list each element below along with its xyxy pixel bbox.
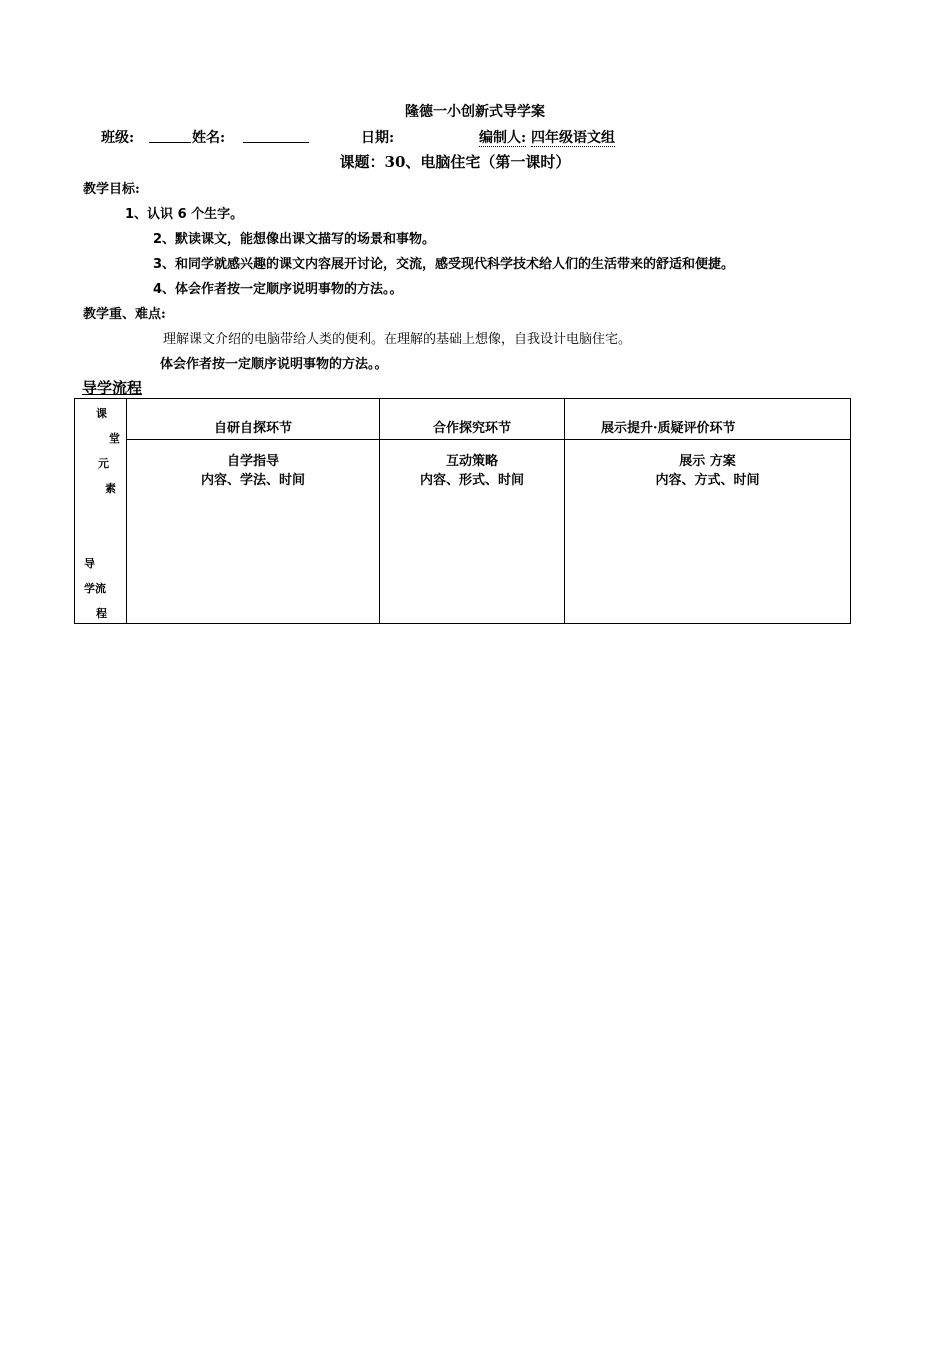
editor-info	[479, 127, 615, 147]
objective-item: 1、认识 6 个生字。	[125, 207, 244, 222]
table-cell	[565, 440, 851, 624]
page-title: 隆德一小创新式导学案	[405, 104, 545, 120]
name-blank	[243, 129, 309, 143]
side-char: 素	[105, 482, 116, 495]
table-header: 自研自探环节	[127, 399, 380, 440]
cell-title: 自学指导	[226, 454, 279, 469]
class-label: 班级:	[101, 130, 135, 146]
lesson-title: 课题：30、电脑住宅（第一课时）	[339, 153, 571, 171]
side-char: 学流	[84, 582, 106, 595]
flow-table	[74, 398, 851, 624]
cell-title: 互动策略	[445, 454, 498, 469]
cell-subtitle: 内容、方式、时间	[655, 473, 760, 488]
objective-item: 3、和同学就感兴趣的课文内容展开讨论，交流，感受现代科学技术给人们的生活带来的舒适和便捷。	[153, 257, 735, 272]
cell-title: 展示 方案	[679, 454, 736, 469]
table-cell	[380, 440, 565, 624]
objectives-heading: 教学目标:	[83, 182, 140, 197]
side-char: 堂	[109, 432, 120, 445]
table-header: 展示提升·质疑评价环节	[565, 399, 851, 440]
flow-heading: 导学流程	[82, 379, 143, 397]
side-char: 导	[84, 557, 95, 570]
cell-subtitle: 内容、形式、时间	[419, 473, 524, 488]
name-label: 姓名:	[192, 130, 226, 146]
class-blank	[149, 129, 191, 143]
editor-value: 四年级语文组	[531, 130, 616, 146]
key-point-item: 体会作者按一定顺序说明事物的方法。。	[160, 357, 388, 372]
side-char: 课	[96, 407, 107, 420]
side-char: 元	[98, 457, 109, 470]
objective-item: 4、体会作者按一定顺序说明事物的方法。。	[153, 282, 403, 297]
key-points-heading: 教学重、难点:	[83, 307, 166, 322]
editor-label: 编制人:	[479, 130, 527, 146]
table-cell	[127, 440, 380, 624]
table-header: 合作探究环节	[380, 399, 565, 440]
cell-subtitle: 内容、学法、时间	[200, 473, 305, 488]
date-label: 日期:	[361, 130, 395, 146]
side-char: 程	[96, 607, 107, 620]
objective-item: 2、默读课文，能想像出课文描写的场景和事物。	[153, 232, 436, 247]
side-label-cell	[75, 399, 127, 624]
key-point-item: 理解课文介绍的电脑带给人类的便利。在理解的基础上想像，自我设计电脑住宅。	[163, 332, 632, 347]
